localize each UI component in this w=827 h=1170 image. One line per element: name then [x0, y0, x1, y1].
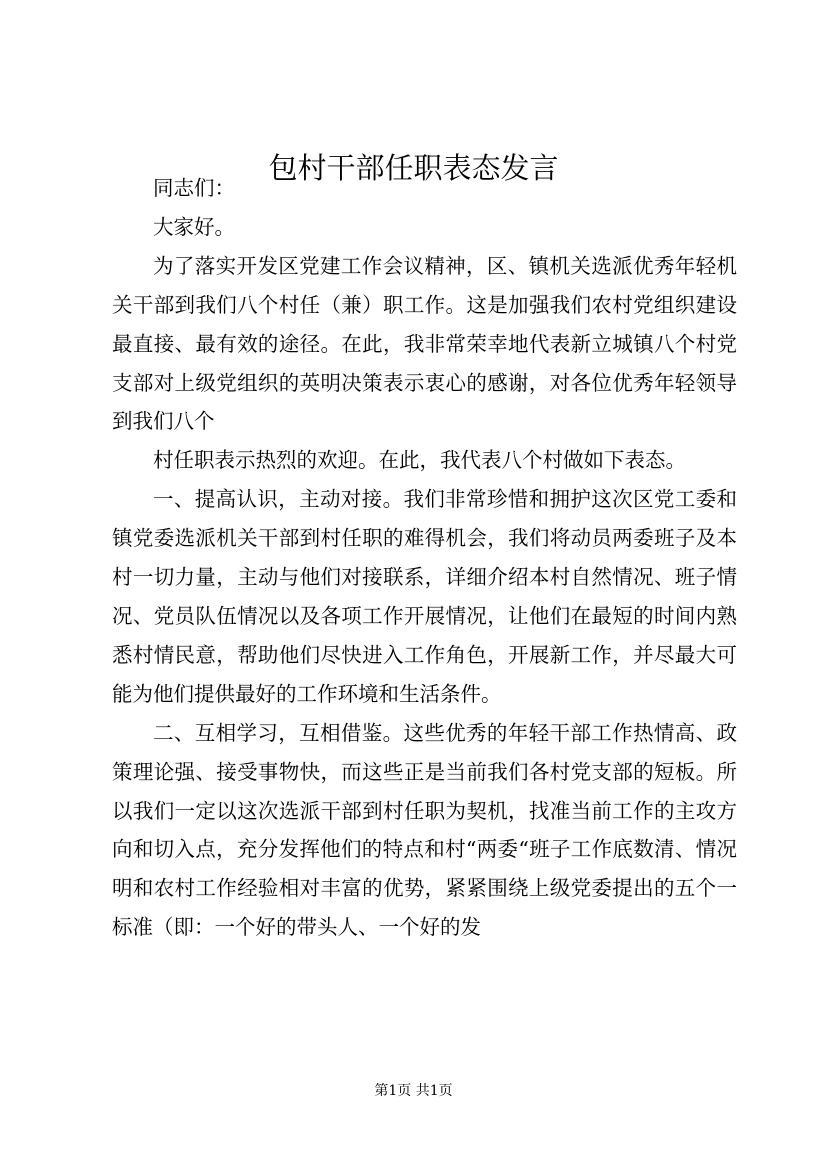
- document-body: [112, 169, 737, 947]
- paragraph-point-two: 二、互相学习，互相借鉴。这些优秀的年轻干部工作热情高、政策理论强、接受事物快，而这些正是当前我们各村党支部的短板。所以我们一定以这次选派干部到村任职为契机，找准当前工作的主攻方向和切入点，充分发挥他们的特点和村“两委“班子工作底数清、情况明和农村工作经验相对丰富的优势，紧紧围绕上级党委提出的五个一标准（即：一个好的带头人、一个好的发: [112, 720, 737, 940]
- paragraph-salutation: 大家好。: [153, 214, 235, 239]
- paragraph-welcome: 村任职表示热烈的欢迎。在此，我代表八个村做如下表态。: [153, 448, 686, 473]
- paragraph-greeting: 同志们：: [153, 176, 235, 200]
- paragraph-point-one: 一、提高认识，主动对接。我们非常珍惜和拥护这次区党工委和镇党委选派机关干部到村任职的难得机会，我们将动员两委班子及本村一切力量，主动与他们对接联系，详细介绍本村自然情况、班子情况、党员队伍情况以及各项工作开展情况，让他们在最短的时间内熟悉村情民意，帮助他们尽快进入工作角色，开展新工作，并尽最大可能为他们提供最好的工作环境和生活条件。: [112, 487, 737, 706]
- page-number-footer: 第1页 共1页: [374, 1083, 453, 1099]
- page-title: 包村干部任职表态发言: [268, 151, 559, 185]
- paragraph-intro: 为了落实开发区党建工作会议精神，区、镇机关选派优秀年轻机关干部到我们八个村任（兼）职工作。这是加强我们农村党组织建设最直接、最有效的途径。在此，我非常荣幸地代表新立城镇八个村党支部对上级党组织的英明决策表示衷心的感谢，对各位优秀年轻领导到我们八个: [112, 253, 737, 434]
